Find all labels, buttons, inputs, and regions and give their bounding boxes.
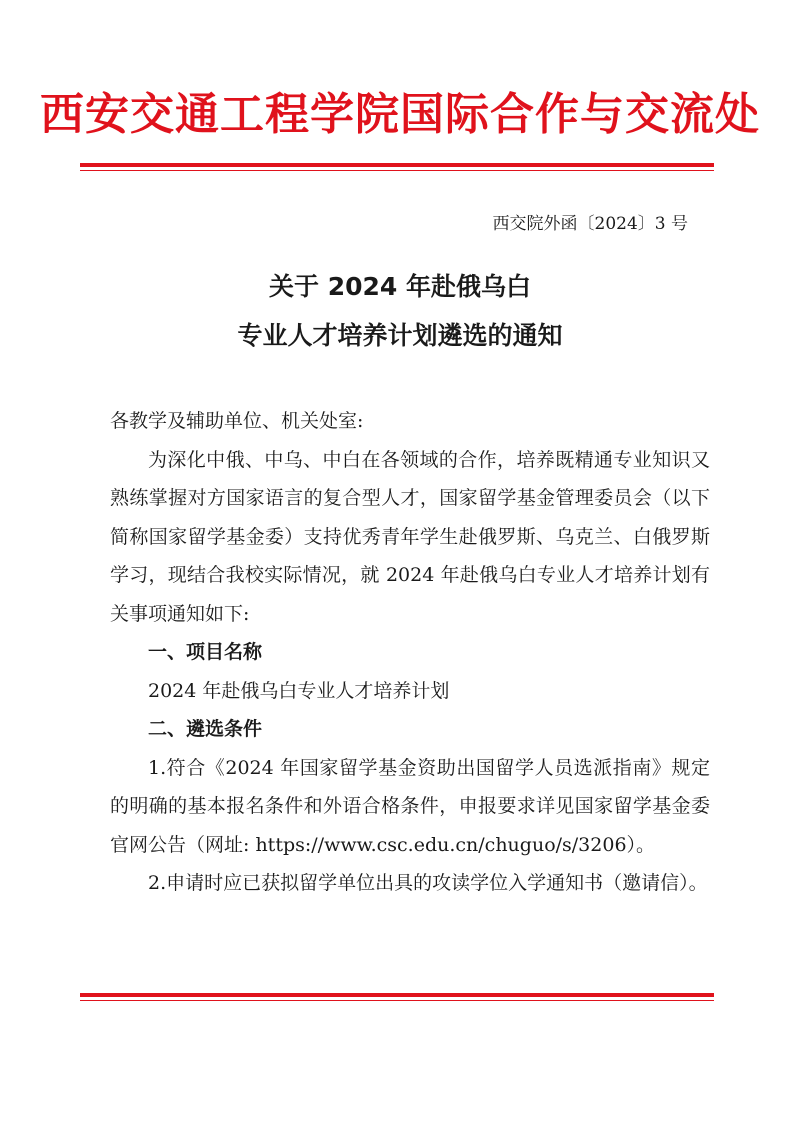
salutation: 各教学及辅助单位、机关处室:: [110, 410, 364, 432]
section1-content: 2024 年赴俄乌白专业人才培养计划: [148, 679, 450, 702]
footer-divider-thick: [80, 993, 714, 997]
document-number: 西交院外函〔2024〕3 号: [492, 214, 688, 234]
section1-heading: 一、项目名称: [148, 641, 263, 663]
document-body: [110, 402, 710, 903]
section2-heading: 二、遴选条件: [148, 718, 263, 740]
document-title-line1: 关于 2024 年赴俄乌白: [269, 272, 531, 301]
document-title-line2: 专业人才培养计划遴选的通知: [237, 321, 563, 350]
header-divider-thin: [80, 170, 714, 171]
intro-paragraph: 为深化中俄、中乌、中白在各领域的合作，培养既精通专业知识又熟练掌握对方国家语言的复合型人才，国家留学基金管理委员会（以下简称国家留学基金委）支持优秀青年学生赴俄罗斯、乌克兰、白俄罗斯学习，现结合我校实际情况，就 2024 年赴俄乌白专业人才培养计划有关事项通知如下:: [110, 448, 710, 625]
header-divider: [80, 163, 714, 171]
section2-item1: 1.符合《2024 年国家留学基金资助出国留学人员选派指南》规定的明确的基本报名条件和外语合格条件，申报要求详见国家留学基金委官网公告（网址: https://www.csc.edu.cn/chuguo/s/3206）。: [110, 756, 710, 856]
footer-divider-thin: [80, 1000, 714, 1001]
footer-divider: [80, 993, 714, 1001]
org-title: 西安交通工程学院国际合作与交流处: [40, 89, 760, 140]
header-divider-thick: [80, 163, 714, 167]
section2-item2: 2.申请时应已获拟留学单位出具的攻读学位入学通知书（邀请信）。: [148, 872, 708, 894]
